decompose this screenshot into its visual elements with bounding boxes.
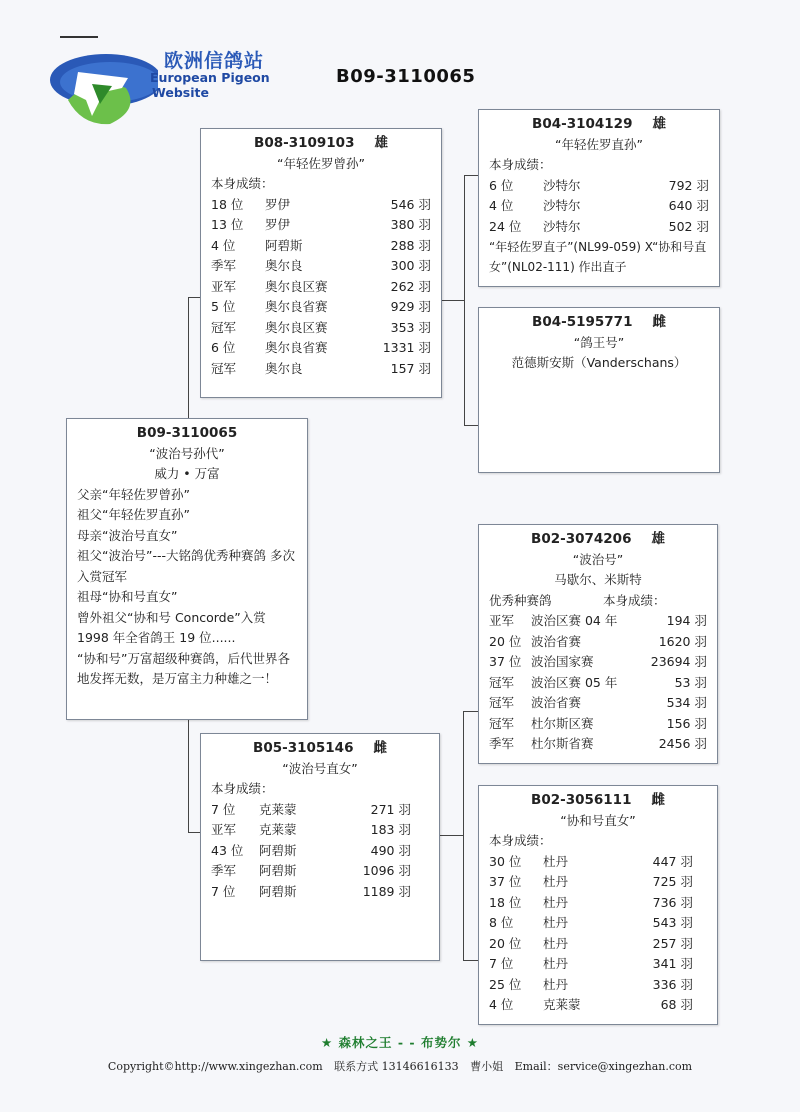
sex-label: 雄 [651,531,665,547]
connector [188,297,189,418]
label-row: 优秀种赛鸽 本身成绩： [489,592,666,608]
result-row: 20 位 杜丹 257 羽 [489,935,693,951]
result-row: 6 位 沙特尔 792 羽 [489,177,709,193]
logo-cn-text: 欧洲信鸽站 [164,50,265,72]
contact-person: 曹小姐 [470,1060,504,1073]
breeder: 马歇尔、米斯特 [554,572,642,587]
connector [464,175,478,176]
connector [464,425,478,426]
connector [440,835,464,836]
result-row: 冠军 波治区赛 05 年 53 羽 [489,674,707,690]
result-row: 20 位 波治省赛 1620 羽 [489,633,707,649]
results-label: 本身成绩： [211,176,274,191]
connector [188,832,200,833]
sex-label: 雄 [652,116,666,132]
result-row: 冠军 奥尔良区赛 353 羽 [211,319,431,335]
result-row: 8 位 杜丹 543 羽 [489,915,693,930]
pedigree-line: “协和号”万富超级种赛鸽，后代世界各地发挥无数，是万富主力种雄之一！ [77,650,290,686]
ring-number: B04-3104129 [532,116,633,132]
nickname: “波治号” [572,551,624,567]
result-row: 亚军 波治区赛 04 年 194 羽 [489,613,707,628]
result-row: 37 位 波治国家赛 23694 羽 [489,654,707,669]
sex-label: 雄 [374,135,388,151]
result-row: 25 位 杜丹 336 羽 [489,976,693,992]
ring-number: B02-3074206 [531,531,632,547]
result-row: 冠军 波治省赛 534 羽 [489,695,707,710]
result-row: 13 位 罗伊 380 羽 [211,217,431,232]
result-row: 24 位 沙特尔 502 羽 [489,218,709,234]
pedigree-line: 父亲“年轻佐罗曾孙” [77,486,190,502]
results-label: 本身成绩： [489,833,552,848]
result-row: 亚军 奥尔良区赛 262 羽 [211,278,431,294]
ring-number: B08-3109103 [254,135,355,151]
pedigree-line: 祖父“年轻佐罗直孙” [77,507,190,522]
result-row: 18 位 杜丹 736 羽 [489,894,693,910]
main-bird-card [66,418,308,720]
sire-sire-card [478,109,720,287]
connector [463,960,478,961]
footer-copyright [0,1058,800,1074]
ring-number: B02-3056111 [531,792,632,808]
pedigree-line: 祖母“协和号直女” [77,589,178,604]
result-row: 冠军 奥尔良 157 羽 [211,360,431,376]
result-row: 季军 杜尔斯省赛 2456 羽 [489,736,707,751]
result-row: 7 位 阿碧斯 1189 羽 [211,883,411,899]
ring-number: B04-5195771 [532,314,633,330]
dam-card [200,733,440,961]
result-row: 季军 奥尔良 300 羽 [211,258,431,273]
sire-dam-card [478,307,720,473]
pedigree-line: 祖父“波治号”---大铭鸽优秀种赛鸽 多次入赏冠军 [77,548,295,584]
contact-phone: 联系方式 13146616133 [334,1060,459,1073]
ring-number: B05-3105146 [253,740,354,756]
page-title: B09-3110065 [336,66,476,87]
connector [463,711,464,961]
result-row: 冠军 杜尔斯区赛 156 羽 [489,715,707,731]
logo-en-line-1: European Pigeon [150,70,270,85]
ring-number: B09-3110065 [136,425,238,441]
dam-dam-card [478,785,718,1025]
contact-email[interactable]: Email：service@xingezhan.com [514,1060,693,1073]
pedigree-line: 曾外祖父“协和号 Concorde”入赏1998 年全省鸽王 19 位...... [77,609,266,645]
nickname: “年轻佐罗曾孙” [277,155,365,171]
result-row: 亚军 克莱蒙 183 羽 [211,822,411,837]
nickname: “协和号直女” [560,812,636,828]
results-label: 本身成绩： [211,781,274,796]
connector [464,175,465,426]
dam-sire-card [478,524,718,764]
logo-en-line-2: Website [152,85,209,100]
nickname: “鸽王号” [573,334,625,350]
nickname: “波治号直女” [282,760,358,776]
logo-en-text [150,70,290,100]
results-label: 本身成绩： [489,157,552,172]
sire-card [200,128,442,398]
nickname: “波治号孙代” [149,445,225,461]
breeder: 范德斯安斯（Vanderschans） [511,355,687,370]
result-row: 7 位 杜丹 341 羽 [489,956,693,971]
pedigree-line: 母亲“波治号直女” [77,527,178,543]
footer-slogan: ★ 森林之王 - - 布势尔 ★ [320,1035,480,1050]
result-row: 4 位 克莱蒙 68 羽 [489,997,693,1012]
result-row: 6 位 奥尔良省赛 1331 羽 [211,340,431,355]
result-row: 7 位 克莱蒙 271 羽 [211,801,411,817]
connector [463,711,478,712]
result-row: 43 位 阿碧斯 490 羽 [211,842,411,858]
result-row: 5 位 奥尔良省赛 929 羽 [211,299,431,314]
breeder: 威力 • 万富 [154,466,220,481]
result-row: 季军 阿碧斯 1096 羽 [211,863,411,878]
sex-label: 雌 [373,740,387,756]
result-row: 4 位 沙特尔 640 羽 [489,198,709,213]
pigeon-logo-icon [48,44,158,126]
pedigree-note: “年轻佐罗直子”(NL99-059) X“协和号直女”(NL02-111) 作出直子 [489,240,707,274]
connector [441,300,465,301]
top-line [60,36,98,38]
result-row: 37 位 杜丹 725 羽 [489,874,693,889]
copyright-link[interactable]: Copyright©http://www.xingezhan.com [107,1060,323,1073]
sex-label: 雌 [652,314,666,330]
result-row: 18 位 罗伊 546 羽 [211,196,431,212]
nickname: “年轻佐罗直孙” [555,136,643,152]
connector [188,720,189,833]
sex-label: 雌 [651,792,665,808]
result-row: 30 位 杜丹 447 羽 [489,853,693,869]
result-row: 4 位 阿碧斯 288 羽 [211,237,431,253]
site-logo[interactable] [48,44,288,126]
